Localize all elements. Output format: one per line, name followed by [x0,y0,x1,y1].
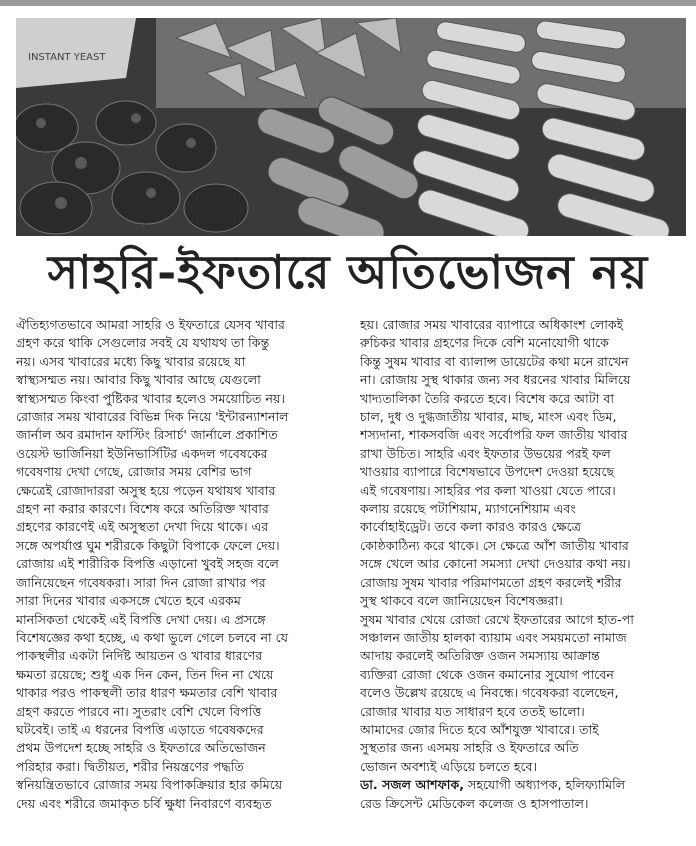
article-line: সুষম খাবার খেয়ে রোজা রেখে ইফতারের আগে হাত-পা [360,611,634,627]
article-line: কোষ্ঠকাঠিন্য করে থাকে। সে ক্ষেত্রে আঁশ জাতীয় খাবার [360,537,629,553]
article-line: গবেষণায় দেখা গেছে, রোজার সময় বেশির ভাগ [16,464,252,480]
author-name: ডা. সজল আশফাক, [360,777,465,793]
byline-line-2: রেড ক্রিসেন্ট মেডিকেল কলেজ ও হাসপাতাল। [360,795,589,811]
article-line: না। রোজায় সুস্থ থাকার জন্য সব ধরনের খাবার মিলিয়ে [360,372,631,388]
article-line: প্রথম উপদেশ হচ্ছে সাহরি ও ইফতারে অতিভোজন [16,740,266,756]
article-line: ক্ষেত্রেই রোজাদাররা অসুস্থ হয়ে পড়েন যথাযথ খাবার [16,482,276,498]
article-line: গ্রহণ না করার কারণে। বিশেষ করে অতিরিক্ত খাবার [16,501,269,517]
article-line: ওয়েস্ট ভার্জিনিয়া ইউনিভার্সিটির একদল গবেষকের [16,445,268,461]
article-line: আদায় করলেই অতিরিক্ত ওজন সমস্যায় আক্রান্ত [360,648,600,664]
byline-line-1 [360,776,682,794]
article-line: পরিহার করা। দ্বিতীয়ত, শরীর নিয়ন্ত্রণের পদ্ধতি [16,758,244,774]
article-line: দেয় এবং শরীরে জমাকৃত চর্বি ক্ষুধা নিবারণে ব্যবহৃত [16,795,272,811]
article-line: স্বাস্থ্যসম্মত কিংবা পুষ্টিকর খাবার হলেও সময়োচিত নয়। [16,390,285,406]
article-line: খাওয়ার ব্যাপারে বিশেষভাবে উপদেশ দেওয়া হয়েছে [360,464,615,480]
article-line: গ্রহণের কারণেই এই অসুস্থতা দেখা দিয়ে থাকে। এর [16,519,269,535]
article-line: ব্যক্তিরা রোজা থেকে ওজন কমানোর সুযোগ পাবেন [360,666,614,682]
article-line: শস্যদানা, শাকসবজি এবং সর্বোপরি ফল জাতীয় খাবার [360,427,628,443]
yeast-bag-label: INSTANT YEAST [28,52,106,63]
article-line: সঞ্চালন জাতীয় হালকা ব্যায়াম এবং সময়মতো নামাজ [360,629,627,645]
article-line: বিশেষজ্ঞের কথা হচ্ছে, এ কথা ভুলে গেলে চলবে না যে [16,629,288,645]
article-line: ঐতিহ্যগতভাবে আমরা সাহরি ও ইফতারে যেসব খাবার [16,317,285,332]
article-line: সুস্থতার জন্য এসময় সাহরি ও ইফতারে অতি [360,740,579,756]
headline: সাহরি-ইফতারে অতিভোজন নয় [47,245,649,299]
article-line: জার্নাল অব রমাদান ফাস্টিং রিসার্চ' জার্নালে প্রকাশিত [16,427,278,443]
article-line: রাখা উচিত। সাহরি এবং ইফতার উভয়ের পরই ফল [360,445,611,461]
article-column-right [360,316,682,813]
article-line: গ্রহণ করে থাকি সেগুলোর সবই যে যথাযথ তা কিন্তু [16,335,270,351]
article-line: কিন্তু সুষম খাবার বা ব্যালান্স ডায়েটের কথা মনে রাখেন [360,353,629,369]
article-line: রোজায় সুষম খাবার পরিমাণমতো গ্রহণ করলেই শরীর [360,574,622,590]
article-line: সারা দিনের খাবার একসঙ্গে খেতে হবে এরকম [16,593,241,609]
article-line: স্বনিয়ন্ত্রিতভাবে রোজার সময় বিপাকক্রিয়ার হার কমিয়ে [16,777,283,793]
food-photo [16,18,686,236]
article-line: রোজার সময় খাবারের বিভিন্ন দিক নিয়ে 'ইন্টারন্যাশনাল [16,409,289,425]
article-line: রোজায় এই শারীরিক বিপত্তি এড়ানো খুবই সহজ বলে [16,556,279,572]
article-line: রুচিকর খাবার গ্রহণের দিকে বেশি মনোযোগী থাকে [360,335,609,351]
article-line: পাকস্থলীর একটা নির্দিষ্ট আয়তন ও খাবার ধারণের [16,648,263,664]
article-line: গ্রহণ করতে পারবে না। সুতরাং বেশি খেলে বিপত্তি [16,703,262,719]
article-line: কলায় রয়েছে পটাশিয়াম, ম্যাগনেশিয়াম এবং [360,501,576,517]
article-line: ভোজন অবশ্যই এড়িয়ে চলতে হবে। [360,758,538,774]
article-line: আমাদের জোর দিতে হবে আঁশযুক্ত খাবারে। তাই [360,721,599,737]
article-line: ক্ষমতা রয়েছে; শুধু এক দিন কেন, তিন দিন না খেয়ে [16,666,274,682]
article-line: চাল, দুধ ও দুগ্ধজাতীয় খাবার, মাছ, মাংস এবং ডিম, [360,409,617,425]
author-title: সহযোগী অধ্যাপক, হলিফ্যামিলি [464,777,626,793]
article-line: সঙ্গে খেলে আর কোনো সমস্যা দেখা দেওয়ার কথা নয়। [360,556,631,572]
article-line: নয়। এসব খাবারের মধ্যে কিছু খাবার রয়েছে যা [16,353,246,369]
article-line: থাকার পরও পাকস্থলী তার ধারণ ক্ষমতার বেশি খাবার [16,685,278,701]
article-line: ঘটবেই। তাই এ ধরনের বিপত্তি এড়াতে গবেষকদের [16,721,264,737]
article-line: এই গবেষণায়। সাহরির পর কলা খাওয়া যেতে পারে। [360,482,616,498]
article-line: খাদ্যতালিকা তৈরি করতে হবে। বিশেষ করে আটা বা [360,390,615,406]
article-line: বলেও উল্লেখ রয়েছে এ নিবন্ধে। গবেষকরা বলেছেন, [360,685,619,701]
article-line: স্বাস্থ্যসম্মত নয়। আবার কিছু খাবার আছে যেগুলো [16,372,261,388]
article-line: কার্বোহাইড্রেট। তবে কলা কারও কারও ক্ষেত্রে [360,519,581,535]
article-line: সঙ্গে অপর্যাপ্ত ঘুম শরীরকে কিছুটা বিপাকে ফেলে দেয়। [16,537,280,553]
article-line: হয়। রোজার সময় খাবারের ব্যাপারে অধিকাংশ লোকই [360,317,624,332]
article-line: রোজার খাবার যত সাধারণ হবে ততই ভালো। [360,703,585,719]
article-column-left [16,316,338,813]
article-line: সুস্থ থাকবে বলে জানিয়েছেন বিশেষজ্ঞরা। [360,593,563,609]
article-line: জানিয়েছেন গবেষকরা। সারা দিন রোজা রাখার পর [16,574,266,590]
top-rule [0,0,696,6]
article-line: মানসিকতা থেকেই এই বিপত্তি দেখা দেয়। এ প্রসঙ্গে [16,611,266,627]
